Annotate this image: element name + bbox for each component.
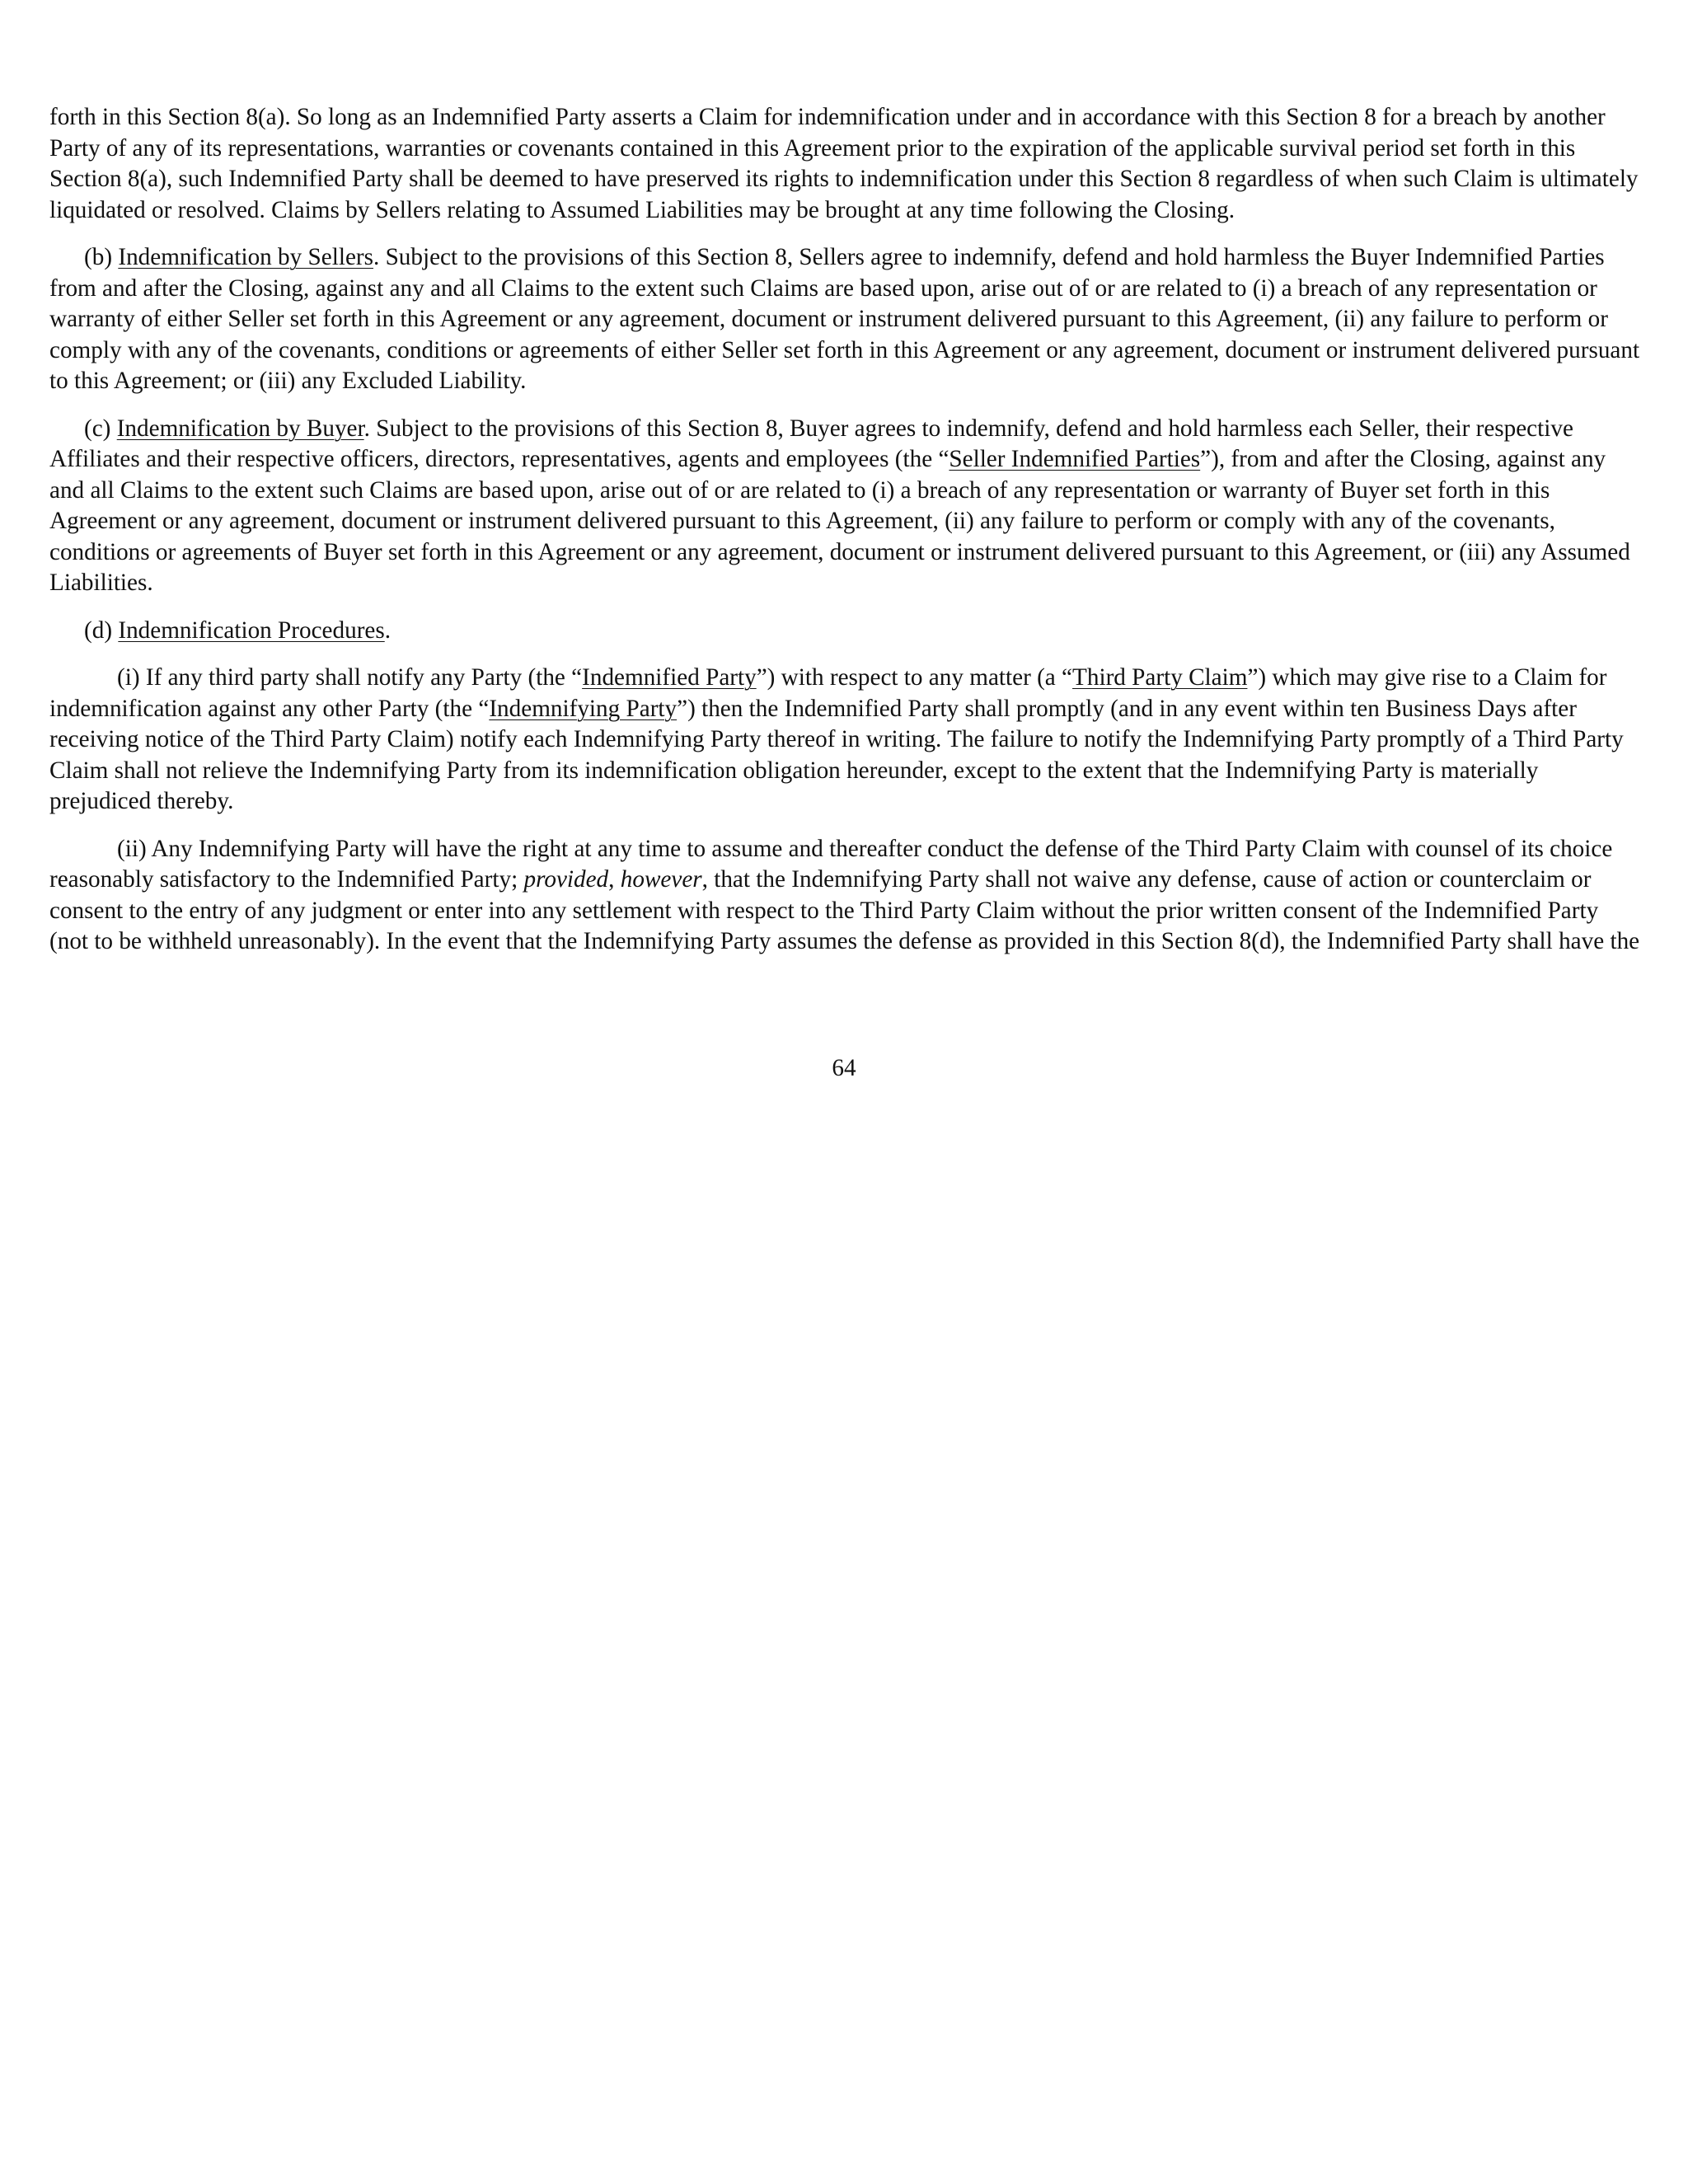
clause-label: (c) — [84, 415, 117, 442]
section-heading: Indemnification by Buyer — [116, 415, 364, 442]
defined-term: Indemnified Party — [582, 664, 757, 691]
heading-punctuation: . — [384, 616, 392, 644]
paragraph-section-8a-continuation — [49, 102, 1640, 226]
section-heading: Indemnification Procedures — [118, 616, 385, 644]
italic-term: however — [620, 866, 702, 893]
section-heading: Indemnification by Sellers — [118, 244, 373, 270]
paragraph-text: (i) If any third party shall notify any Party (the “ — [117, 664, 583, 691]
paragraph-text: (ii) Any Indemnifying Party will have the right at any time to assume and thereafter conduct the defense of the Third Party Claim with counsel of its choice reasonably satisfactory to the Indemnified Party; — [49, 835, 1613, 893]
paragraph-text: forth in this Section 8(a). So long as an Indemnified Party asserts a Claim for indemnification under and in accordance with this Section 8 for a breach by another Party of any of its representations, warranties or covenants contained in this Agreement prior to the expiration of the applicable survival period set forth in this Section 8(a), such Indemnified Party shall be deemed to have preserved its rights to indemnification under this Section 8 regardless of when such Claim is ultimately liquidated or resolved. Claims by Sellers relating to Assumed Liabilities may be brought at any time following the Closing. — [49, 104, 1639, 223]
paragraph-text: ”) with respect to any matter (a “ — [756, 664, 1073, 691]
defined-term: Seller Indemnified Parties — [949, 446, 1201, 472]
paragraph-subclause-ii — [49, 834, 1640, 958]
paragraph-indemnification-by-buyer — [49, 414, 1640, 599]
paragraph-text: . Subject to the provisions of this Section 8, Sellers agree to indemnify, defend and hold harmless the Buyer Indemnified Parties from and after the Closing, against any and all Claims to the extent such Claims are based upon, arise out of or are related to (i) a breach of any representation or warranty of either Seller set forth in this Agreement or any agreement, document or instrument delivered pursuant to this Agreement, (ii) any failure to perform or comply with any of the covenants, conditions or agreements of either Seller set forth in this Agreement or any agreement, document or instrument delivered pursuant to this Agreement; or (iii) any Excluded Liability. — [49, 244, 1640, 394]
paragraph-text: ”) then the Indemnified Party shall promptly (and in any event within ten Business Days after receiving notice of the Third Party Claim) notify each Indemnifying Party thereof in writing. The failure to notify the Indemnifying Party promptly of a Third Party Claim shall not relieve the Indemnifying Party from its indemnification obligation hereunder, except to the extent that the Indemnifying Party is materially prejudiced thereby. — [49, 695, 1624, 814]
paragraph-text: ”) which may give rise to a Claim for indemnification against any other Party (the “ — [49, 664, 1607, 722]
paragraph-indemnification-procedures — [49, 616, 1640, 647]
italic-term: provided — [523, 866, 609, 893]
paragraph-text: , that the Indemnifying Party shall not waive any defense, cause of action or counterclaim or consent to the entry of any judgment or enter into any settlement with respect to the Third Party Claim without the prior written consent of the Indemnified Party (not to be withheld unreasonably). In the event that the Indemnifying Party assumes the defense as provided in this Section 8(d), the Indemnified Party shall have the — [49, 866, 1640, 954]
page-number: 64 — [832, 1055, 856, 1081]
paragraph-indemnification-by-sellers — [49, 242, 1640, 397]
paragraph-text: , — [608, 866, 621, 893]
paragraph-text: ”), from and after the Closing, against any and all Claims to the extent such Claims are based upon, arise out of or are related to (i) a breach of any representation or warranty of Buyer set forth in this Agreement or any agreement, document or instrument delivered pursuant to this Agreement, (ii) any failure to perform or comply with any of the covenants, conditions or agreements of Buyer set forth in this Agreement or any agreement, document or instrument delivered pursuant to this Agreement, or (iii) any Assumed Liabilities. — [49, 446, 1630, 596]
clause-label: (b) — [84, 244, 119, 270]
document-page — [49, 102, 1640, 974]
paragraph-text: . Subject to the provisions of this Section 8, Buyer agrees to indemnify, defend and hold harmless each Seller, their respective Affiliates and their respective officers, directors, representatives, agents and employees (the “ — [49, 415, 1573, 472]
paragraph-subclause-i — [49, 663, 1640, 818]
defined-term: Indemnifying Party — [489, 695, 678, 722]
defined-term: Third Party Claim — [1072, 664, 1248, 691]
clause-label: (d) — [84, 616, 119, 644]
